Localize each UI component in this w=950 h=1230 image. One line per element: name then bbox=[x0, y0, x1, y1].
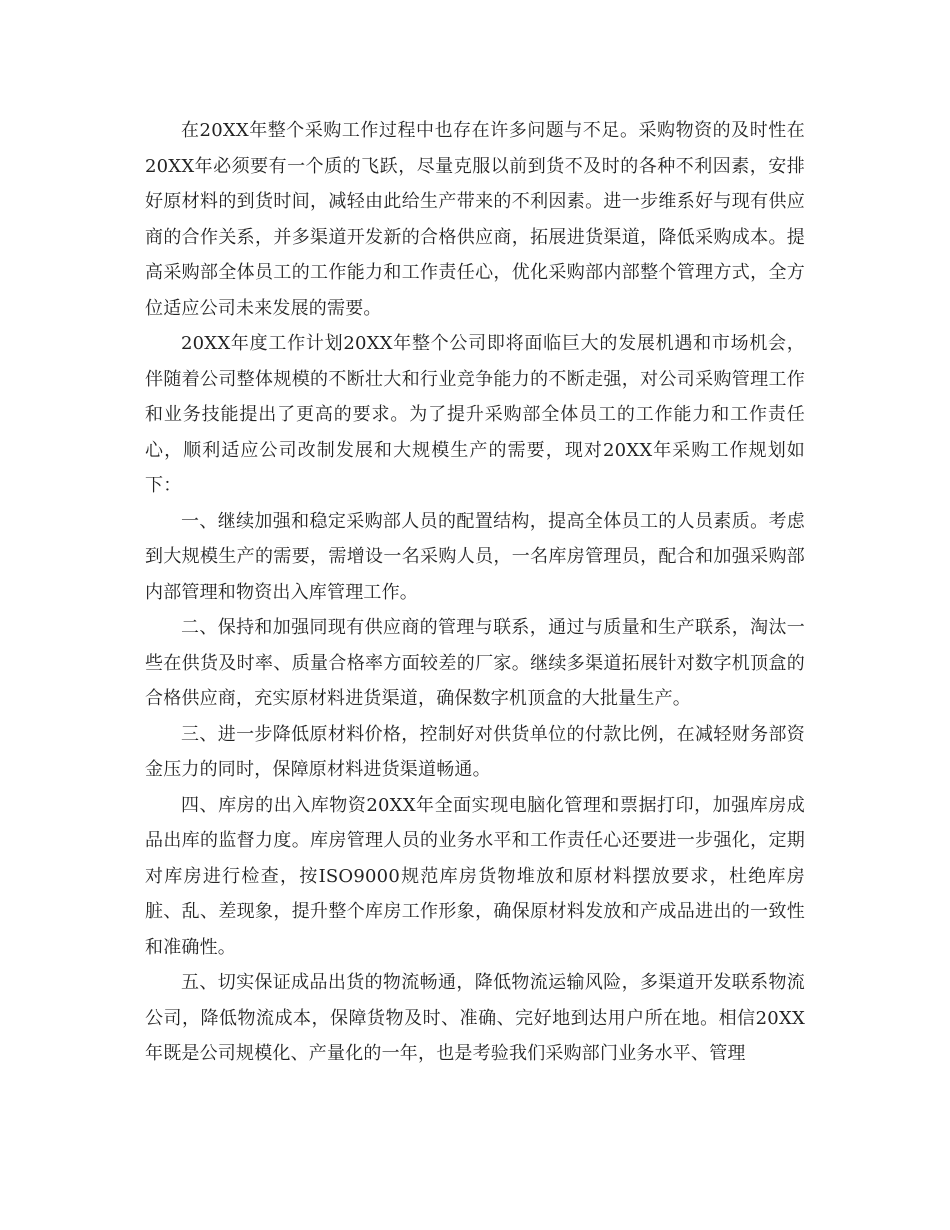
document-body bbox=[145, 113, 805, 1072]
paragraph-intro: 在20XX年整个采购工作过程中也存在许多问题与不足。采购物资的及时性在20XX年必须要有一个质的飞跃，尽量克服以前到货不及时的各种不利因素，安排好原材料的到货时间，减轻由此给生产带来的不利因素。进一步维系好与现有供应商的合作关系，并多渠道开发新的合格供应商，拓展进货渠道，降低采购成本。提高采购部全体员工的工作能力和工作责任心，优化采购部内部整个管理方式，全方位适应公司未来发展的需要。 bbox=[145, 120, 805, 319]
paragraph-item-1: 一、继续加强和稳定采购部人员的配置结构，提高全体员工的人员素质。考虑到大规模生产的需要，需增设一名采购人员，一名库房管理员，配合和加强采购部内部管理和物资出入库管理工作。 bbox=[145, 510, 805, 603]
paragraph-item-4: 四、库房的出入库物资20XX年全面实现电脑化管理和票据打印，加强库房成品出库的监督力度。库房管理人员的业务水平和工作责任心还要进一步强化，定期对库房进行检查，按ISO9000规范库房货物堆放和原材料摆放要求，杜绝库房脏、乱、差现象，提升整个库房工作形象，确保原材料发放和产成品进出的一致性和准确性。 bbox=[145, 794, 805, 958]
paragraph-annual-plan: 20XX年度工作计划20XX年整个公司即将面临巨大的发展机遇和市场机会，伴随着公司整体规模的不断壮大和行业竞争能力的不断走强，对公司采购管理工作和业务技能提出了更高的要求。为了提升采购部全体员工的工作能力和工作责任心，顺利适应公司改制发展和大规模生产的需要，现对20XX年采购工作规划如下： bbox=[145, 333, 805, 496]
paragraph-item-2: 二、保持和加强同现有供应商的管理与联系，通过与质量和生产联系，淘汰一些在供货及时率、质量合格率方面较差的厂家。继续多渠道拓展针对数字机顶盒的合格供应商，充实原材料进货渠道，确保数字机顶盒的大批量生产。 bbox=[145, 617, 805, 709]
paragraph-item-3: 三、进一步降低原材料价格，控制好对供货单位的付款比例，在减轻财务部资金压力的同时，保障原材料进货渠道畅通。 bbox=[145, 723, 805, 780]
paragraph-item-5: 五、切实保证成品出货的物流畅通，降低物流运输风险，多渠道开发联系物流公司，降低物流成本，保障货物及时、准确、完好地到达用户所在地。相信20XX年既是公司规模化、产量化的一年，也是考验我们采购部门业务水平、管理 bbox=[145, 972, 805, 1064]
